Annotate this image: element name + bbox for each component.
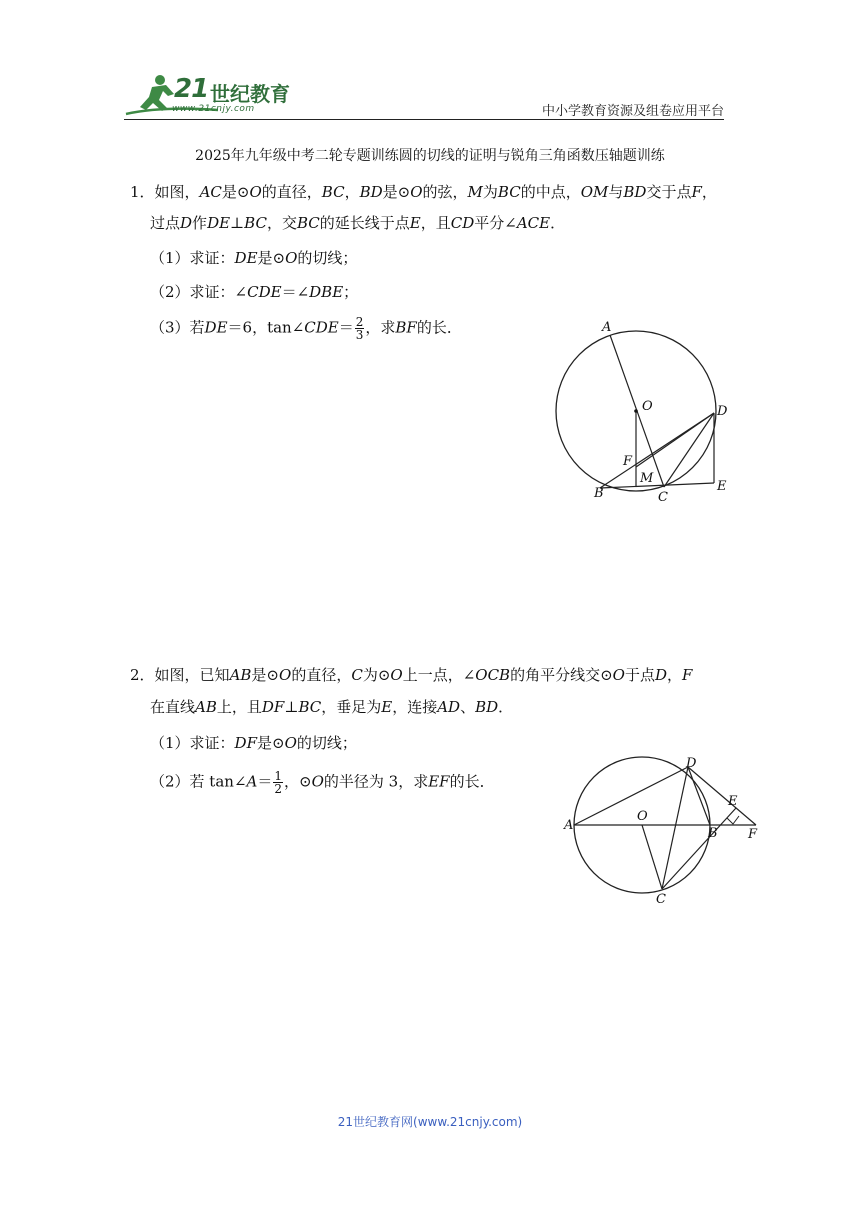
problem1-figure xyxy=(540,315,740,505)
brand-url: www.21cnjy.com xyxy=(172,104,255,114)
segment-cd xyxy=(662,767,688,889)
problem1-question3: （3）若DE＝6，tan∠CDE＝ $\frac{2}{3}$ ，求BF的长． xyxy=(150,315,462,342)
problem1-line1: 1．如图，AC是⊙O的直径，BC，BD是⊙O的弦，M为BC的中点，OM与BD交于点F， xyxy=(130,183,717,201)
problem2-question1: （1）求证：DF是⊙O的切线； xyxy=(150,734,357,752)
label-c: C xyxy=(658,490,668,505)
problem2-line1: 2．如图，已知AB是⊙O的直径，C为⊙O上一点，∠OCB的角平分线交⊙O于点D，F xyxy=(130,666,693,684)
label-e: E xyxy=(728,794,738,809)
right-angle-mark xyxy=(727,816,739,824)
label-b: B xyxy=(708,826,718,841)
center-dot xyxy=(634,409,638,413)
label-f: F xyxy=(748,827,758,842)
fraction-one-half: $\frac{1}{2}$ xyxy=(274,769,283,796)
segment-df xyxy=(688,767,756,825)
problem1-question1: （1）求证：DE是⊙O的切线； xyxy=(150,249,358,267)
problem2-question2: （2）若 tan∠A＝ $\frac{1}{2}$ ，⊙O的半径为 3，求EF的长． xyxy=(150,769,495,796)
segment-ad xyxy=(574,767,688,825)
header-divider xyxy=(124,119,724,120)
label-e: E xyxy=(717,479,727,494)
label-m: M xyxy=(640,471,654,486)
label-d: D xyxy=(717,404,728,419)
brand-name: 世纪教育 xyxy=(210,82,290,106)
label-b: B xyxy=(594,486,604,501)
problem2-line2: 在直线AB上，且DF⊥BC，垂足为E，连接AD、BD． xyxy=(150,698,514,716)
document-title: 2025年九年级中考二轮专题训练圆的切线的证明与锐角三角函数压轴题训练 xyxy=(195,148,665,164)
brand-number: 21 xyxy=(174,74,209,104)
label-d: D xyxy=(686,756,697,771)
label-o: O xyxy=(642,399,653,414)
segment-oc xyxy=(642,825,662,889)
segment-ce xyxy=(662,808,736,889)
label-c: C xyxy=(656,892,666,905)
problem2-figure xyxy=(560,755,765,905)
footer-site-link[interactable]: 21世纪教育网(www.21cnjy.com) xyxy=(337,1115,523,1129)
label-a: A xyxy=(602,320,612,335)
segment-be xyxy=(600,483,714,488)
label-a: A xyxy=(564,818,574,833)
problem1-question2: （2）求证：∠CDE＝∠DBE； xyxy=(150,283,359,301)
label-o: O xyxy=(637,809,648,824)
problem1-line2: 过点D作DE⊥BC，交BC的延长线于点E，且CD平分∠ACE． xyxy=(150,214,566,232)
platform-tagline: 中小学教育资源及组卷应用平台 xyxy=(541,104,724,119)
label-f: F xyxy=(623,454,633,469)
fraction-two-thirds: $\frac{2}{3}$ xyxy=(355,315,364,342)
